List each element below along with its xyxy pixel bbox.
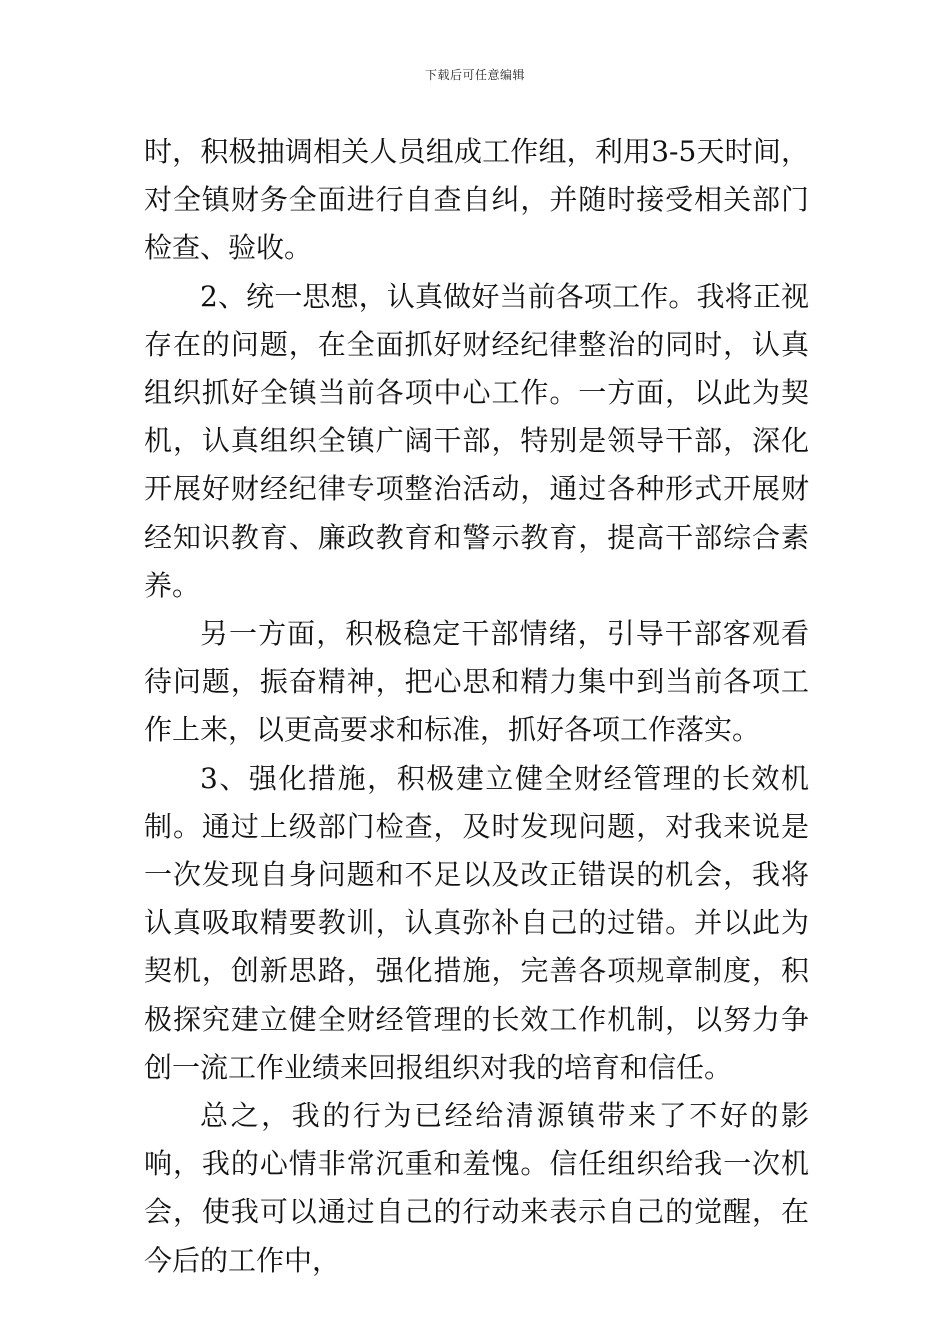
paragraph-item-3: 3、强化措施，积极建立健全财经管理的长效机制。通过上级部门检查，及时发现问题，对我来说是一次发现自身问题和不足以及改正错误的机会，我将认真吸取精要教训，认真弥补自己的过错。并以此为契机，创新思路，强化措施，完善各项规章制度，积极探究建立健全财经管理的长效工作机制，以努力争创一流工作业绩来回报组织对我的培育和信任。 bbox=[144, 761, 809, 1084]
document-body bbox=[144, 128, 809, 1285]
paragraph-conclusion: 总之，我的行为已经给清源镇带来了不好的影响，我的心情非常沉重和羞愧。信任组织给我一次机会，使我可以通过自己的行动来表示自己的觉醒，在今后的工作中， bbox=[144, 1099, 809, 1277]
paragraph-continuation: 时，积极抽调相关人员组成工作组，利用3-5天时间，对全镇财务全面进行自查自纠，并随时接受相关部门检查、验收。 bbox=[144, 135, 809, 265]
page-header: 下载后可任意编辑 bbox=[424, 68, 525, 82]
paragraph-other-aspect: 另一方面，积极稳定干部情绪，引导干部客观看待问题，振奋精神，把心思和精力集中到当前各项工作上来，以更高要求和标准，抓好各项工作落实。 bbox=[144, 617, 809, 747]
paragraph-item-2: 2、统一思想，认真做好当前各项工作。我将正视存在的问题，在全面抓好财经纪律整治的同时，认真组织抓好全镇当前各项中心工作。一方面，以此为契机，认真组织全镇广阔干部，特别是领导干部，深化开展好财经纪律专项整治活动，通过各种形式开展财经知识教育、廉政教育和警示教育，提高干部综合素养。 bbox=[144, 279, 809, 602]
